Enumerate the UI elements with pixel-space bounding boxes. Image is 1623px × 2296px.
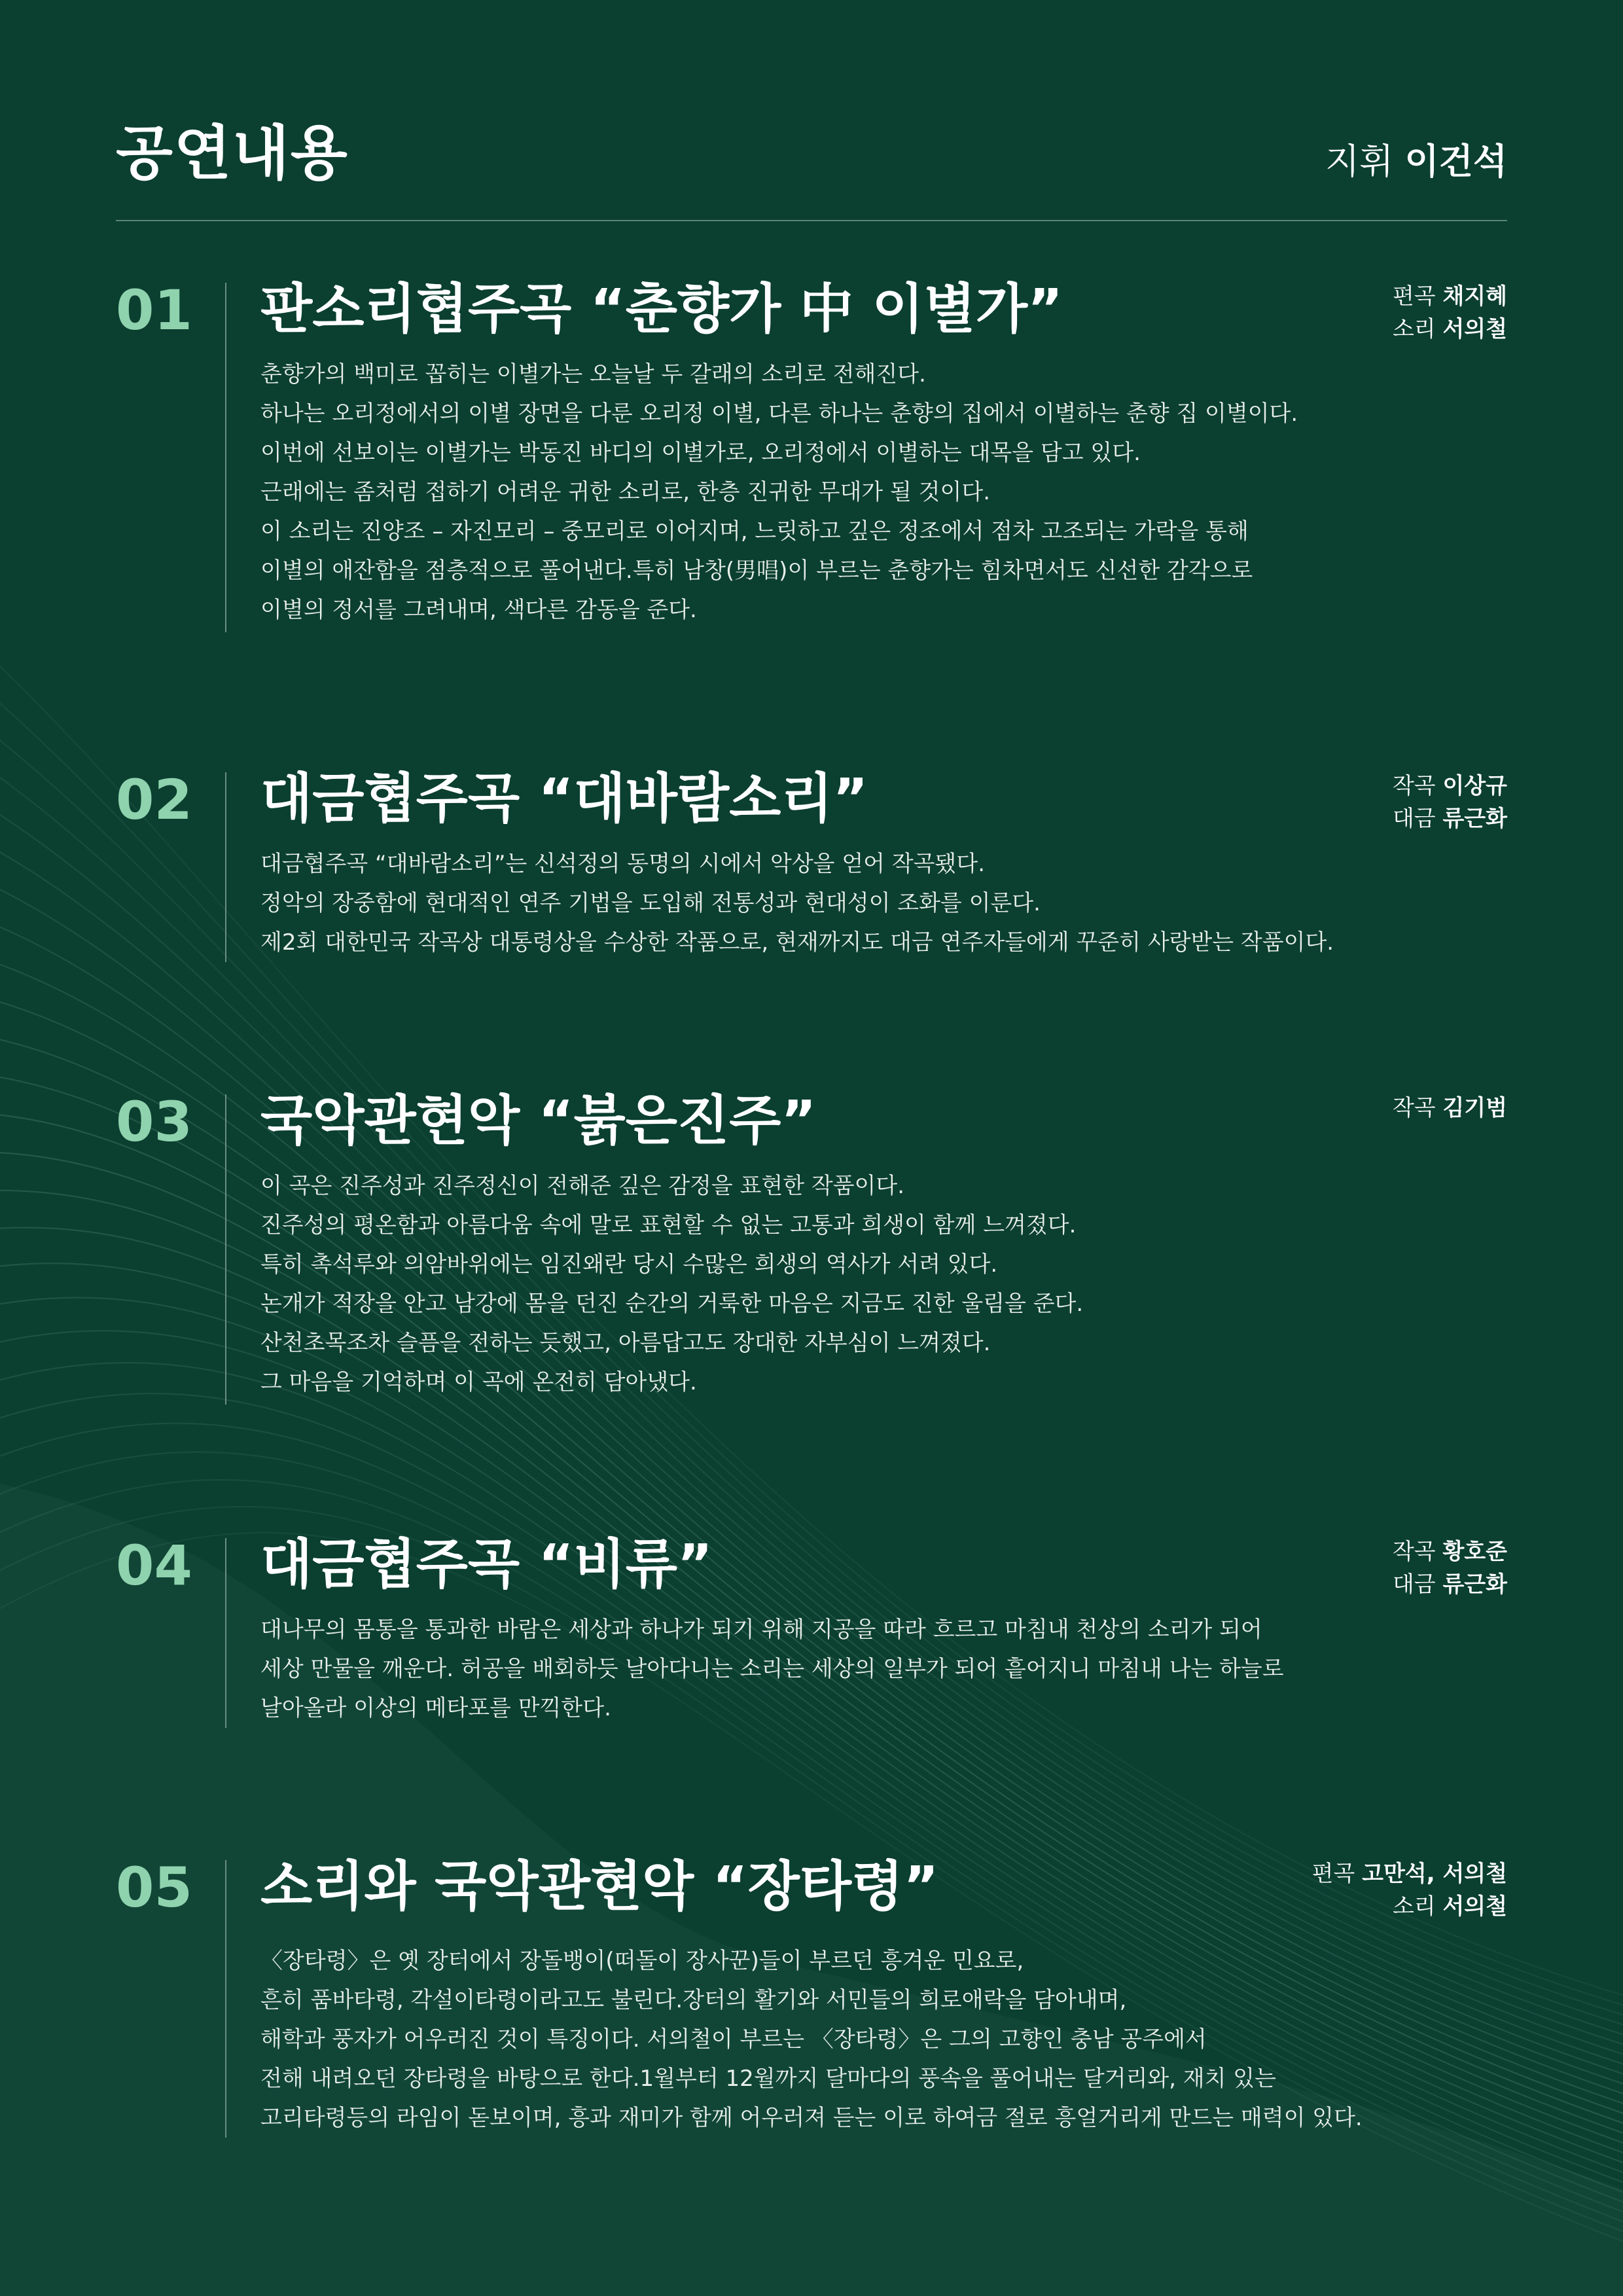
page-title: 공연내용 [116,119,349,188]
conductor-label: 지휘 [1325,141,1394,182]
item-credits [1393,770,1507,835]
credit-line [1393,1535,1507,1568]
description-line: 특히 촉석루와 의암바위에는 임진왜란 당시 수많은 희생의 역사가 서려 있다. [260,1251,998,1278]
credit-line [1393,1092,1507,1124]
description-line: 춘향가의 백미로 꼽히는 이별가는 오늘날 두 갈래의 소리로 전해진다. [260,361,926,387]
divider-line [225,1538,226,1728]
item-title: 판소리협주곡 “춘향가 中 이별가” [260,278,1063,340]
item-title: 대금협주곡 “대바람소리” [260,768,868,830]
description-line: 해학과 풍자가 어우러진 것이 특징이다. 서의철이 부르는 〈장타령〉은 그의 고향인 충남 공주에서 [260,2026,1207,2053]
item-number: 05 [116,1856,192,1920]
credit-role: 작곡 [1392,1539,1436,1565]
credit-role: 작곡 [1392,1095,1436,1121]
credit-names: 서의철 [1442,1893,1507,1920]
item-description [260,1610,1284,1728]
conductor-credit [1325,141,1507,182]
item-title: 국악관현악 “붉은진주” [260,1090,817,1152]
divider-line [225,1860,226,2138]
credit-names: 고만석, 서의철 [1362,1861,1507,1887]
item-description [260,844,1334,962]
description-line: 대나무의 몸통을 통과한 바람은 세상과 하나가 되기 위해 지공을 따라 흐르고 마침내 천상의 소리가 되어 [260,1617,1262,1643]
description-line: 하나는 오리정에서의 이별 장면을 다룬 오리정 이별, 다른 하나는 춘향의 집에서 이별하는 춘향 집 이별이다. [260,401,1298,427]
credit-role: 소리 [1392,1893,1436,1920]
credit-role: 작곡 [1392,773,1436,799]
divider-line [225,283,226,632]
description-line: 날아올라 이상의 메타포를 만끽한다. [260,1695,611,1721]
description-line: 세상 만물을 깨운다. 허공을 배회하듯 날아다니는 소리는 세상의 일부가 되어 흩어지니 마침내 나는 하늘로 [260,1656,1284,1682]
credit-role: 편곡 [1392,283,1436,310]
description-line: 이번에 선보이는 이별가는 박동진 바디의 이별가로, 오리정에서 이별하는 대목을 담고 있다. [260,440,1141,466]
item-number: 02 [116,768,192,832]
description-line: 근래에는 좀처럼 접하기 어려운 귀한 소리로, 한층 진귀한 무대가 될 것이다. [260,479,991,505]
item-number: 01 [116,278,192,342]
credit-names: 류근화 [1442,806,1507,832]
item-credits [1393,1092,1507,1124]
description-line: 고리타령등의 라임이 돋보이며, 흥과 재미가 함께 어우러져 듣는 이로 하여금 절로 흥얼거리게 만드는 매력이 있다. [260,2105,1363,2131]
conductor-name: 이건석 [1404,141,1507,182]
item-credits [1393,1535,1507,1601]
header [116,119,1507,221]
description-line: 산천초목조차 슬픔을 전하는 듯했고, 아름답고도 장대한 자부심이 느껴졌다. [260,1330,991,1356]
description-line: 이 곡은 진주성과 진주정신이 전해준 깊은 감정을 표현한 작품이다. [260,1173,905,1199]
description-line: 이별의 정서를 그려내며, 색다른 감동을 준다. [260,597,697,623]
description-line: 이별의 애잔함을 점층적으로 풀어낸다.특히 남창(男唱)이 부르는 춘향가는 힘차면서도 신선한 감각으로 [260,558,1253,584]
description-line: 〈장타령〉은 옛 장터에서 장돌뱅이(떠돌이 장사꾼)들이 부르던 흥겨운 민요로, [260,1948,1024,1974]
credit-line [1393,1568,1507,1601]
credit-names: 채지혜 [1442,283,1507,310]
item-description [260,355,1298,630]
description-line: 전해 내려오던 장타령을 바탕으로 한다.1월부터 12월까지 달마다의 풍속을 풀어내는 달거리와, 재치 있는 [260,2066,1276,2092]
credit-names: 서의철 [1442,316,1507,342]
description-line: 그 마음을 기억하며 이 곡에 온전히 담아냈다. [260,1369,697,1395]
credit-role: 대금 [1392,806,1436,832]
item-number: 03 [116,1090,192,1154]
description-line: 흔히 품바타령, 각설이타령이라고도 불린다.장터의 활기와 서민들의 희로애락을 담아내며, [260,1987,1127,2013]
description-line: 정악의 장중함에 현대적인 연주 기법을 도입해 전통성과 현대성이 조화를 이룬다. [260,890,1041,916]
credit-line [1312,1857,1507,1890]
credit-role: 편곡 [1311,1861,1355,1887]
item-description [260,1941,1363,2138]
item-credits [1393,280,1507,346]
description-line: 이 소리는 진양조 – 자진모리 – 중모리로 이어지며, 느릿하고 깊은 정조에서 점차 고조되는 가락을 통해 [260,518,1249,545]
credit-names: 황호준 [1442,1539,1507,1565]
credit-line [1312,1890,1507,1923]
item-title: 대금협주곡 “비류” [260,1534,713,1596]
description-line: 진주성의 평온함과 아름다움 속에 말로 표현할 수 없는 고통과 희생이 함께 느껴졌다. [260,1212,1077,1238]
item-description [260,1166,1083,1402]
credit-names: 김기범 [1442,1095,1507,1121]
divider-line [225,1094,226,1405]
description-line: 대금협주곡 “대바람소리”는 신석정의 동명의 시에서 악상을 얻어 작곡됐다. [260,851,986,877]
description-line: 제2회 대한민국 작곡상 대통령상을 수상한 작품으로, 현재까지도 대금 연주자들에게 꾸준히 사랑받는 작품이다. [260,929,1334,956]
description-line: 논개가 적장을 안고 남강에 몸을 던진 순간의 거룩한 마음은 지금도 진한 울림을 준다. [260,1291,1084,1317]
item-title: 소리와 국악관현악 “장타령” [260,1856,939,1918]
credit-line [1393,802,1507,835]
item-number: 04 [116,1534,192,1598]
credit-role: 대금 [1392,1571,1436,1598]
credit-names: 이상규 [1442,773,1507,799]
credit-role: 소리 [1392,316,1436,342]
credit-names: 류근화 [1442,1571,1507,1598]
credit-line [1393,280,1507,313]
divider-line [225,772,226,962]
item-credits [1312,1857,1507,1923]
credit-line [1393,770,1507,802]
credit-line [1393,313,1507,346]
